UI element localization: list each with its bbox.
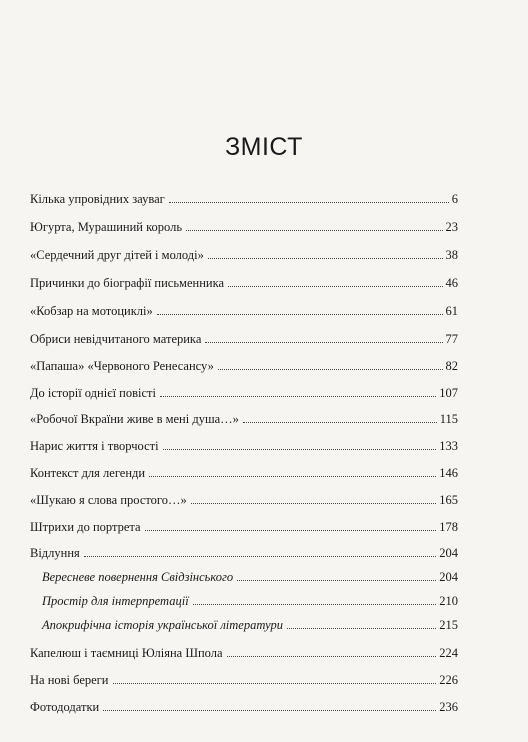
toc-entry-page: 107 [439,386,458,400]
dot-leader [228,274,442,287]
toc-entry [30,698,458,716]
dot-leader [84,544,436,557]
toc-entry-title: Причинки до біографії письменника [30,276,225,290]
toc-entry-title: Капелюш і таємниці Юліяна Шпола [30,646,223,660]
toc-entry-title: Нарис життя і творчості [30,439,159,453]
toc-entry [30,384,458,402]
toc-entry [30,671,458,689]
toc-entry-title: Югурта, Мурашиний король [30,220,183,234]
toc-entry-page: 165 [439,493,458,507]
toc-entry-title: «Шукаю я слова простого…» [30,493,187,507]
toc-entry [30,274,458,292]
toc-entry-page: 82 [445,359,458,373]
toc-entry-page: 77 [445,332,458,346]
dot-leader [237,568,436,581]
toc-entry-page: 61 [445,304,458,318]
dot-leader [227,644,437,657]
toc-entry [30,437,458,455]
toc-entry-page: 133 [439,439,458,453]
toc-entry [30,330,458,348]
toc-entry-title: Вересневе повернення Свідзінського [42,570,234,584]
toc-entry [30,410,458,428]
toc-entry-page: 204 [439,570,458,584]
toc-entry-title: «Кобзар на мотоциклі» [30,304,153,318]
toc-entry-page: 115 [439,412,458,426]
toc-entry-page: 38 [445,248,458,262]
toc-entry-page: 46 [445,276,458,290]
toc-subentry [42,592,458,610]
dot-leader [205,330,442,343]
dot-leader [287,616,436,629]
dot-leader [193,592,437,605]
dot-leader [160,384,436,397]
toc-entry-title: На нові береги [30,673,109,687]
toc-entry [30,218,458,236]
dot-leader [243,410,437,423]
toc-entry [30,357,458,375]
toc-entry-page: 178 [439,520,458,534]
toc-subentry [42,616,458,634]
dot-leader [149,464,436,477]
toc-entry [30,464,458,482]
dot-leader [218,357,443,370]
dot-leader [103,698,436,711]
toc-entry-page: 23 [445,220,458,234]
toc-entry-page: 210 [439,594,458,608]
toc-entry-title: Фотододатки [30,700,100,714]
toc-entry [30,544,458,562]
toc-entry-page: 215 [439,618,458,632]
toc-entry [30,518,458,536]
toc-entry-page: 6 [451,192,458,206]
toc-entry-page: 226 [439,673,458,687]
toc-entry [30,190,458,208]
toc-entry-page: 224 [439,646,458,660]
toc-entry-title: «Папаша» «Червоного Ренесансу» [30,359,214,373]
toc-entry-title: «Сердечний друг дітей і молоді» [30,248,204,262]
dot-leader [191,491,437,504]
toc-entry-page: 204 [439,546,458,560]
toc-entry-title: Простір для інтерпретації [42,594,189,608]
toc-entry [30,246,458,264]
toc-entry-title: Апокрифічна історія української літератури [42,618,283,632]
toc-entry-page: 146 [439,466,458,480]
toc-entry-title: Відлуння [30,546,80,560]
toc-entry [30,644,458,662]
toc-subentry [42,568,458,586]
toc-entry-title: Штрихи до портрета [30,520,141,534]
toc-entry [30,302,458,320]
toc-entry [30,491,458,509]
dot-leader [157,302,443,315]
page-title: ЗМІСТ [225,132,303,161]
toc-entry-title: До історії однієї повісті [30,386,156,400]
toc-entry-title: Кілька упровідних зауваг [30,192,165,206]
dot-leader [163,437,437,450]
toc-entry-title: Обриси невідчитаного материка [30,332,202,346]
toc-entry-page: 236 [439,700,458,714]
toc-entry-title: Контекст для легенди [30,466,146,480]
dot-leader [169,190,449,203]
dot-leader [208,246,443,259]
dot-leader [186,218,442,231]
dot-leader [113,671,437,684]
dot-leader [145,518,437,531]
toc-entry-title: «Робочої Вкраїни живе в мені душа…» [30,412,239,426]
